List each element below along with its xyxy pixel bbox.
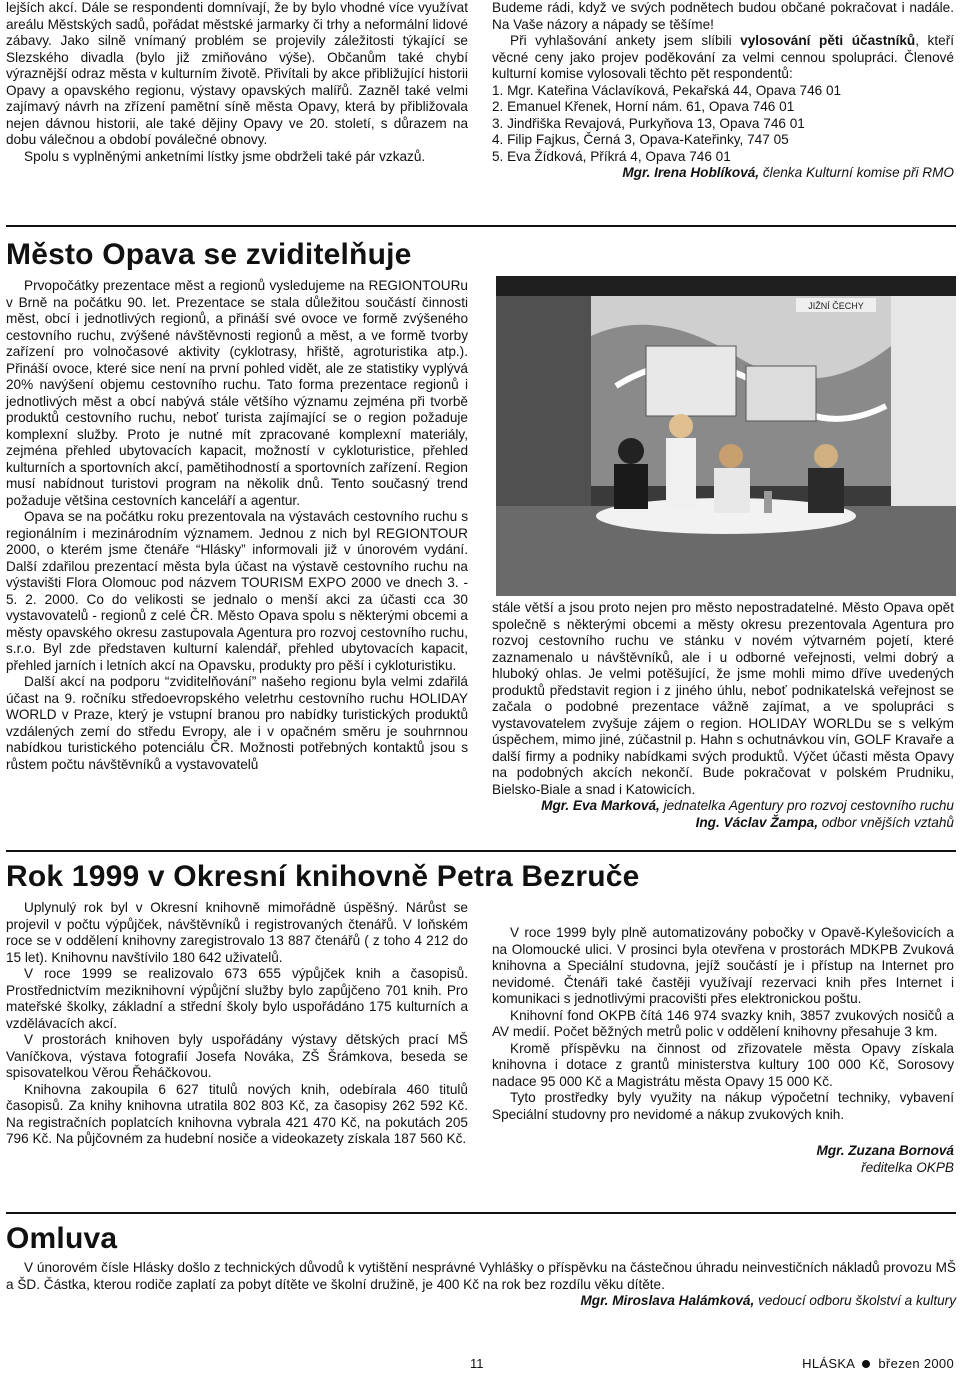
paragraph: Knihovna zakoupila 6 627 titulů nových knih, odebírala 460 titulů časopisů. Za knihy knihovna utratila 802 803 Kč, za časopisy 262 592 Kč. Na registračních poplatcích knihovna vybrala 421 470 Kč, na pokutách 205 796 Kč. Na půjčovném za hudební nosiče a videokazety získala 187 560 Kč. — [6, 1081, 468, 1146]
article-title: Město Opava se zviditelňuje — [6, 238, 412, 271]
paragraph: Prvopočátky prezentace měst a regionů vysledujeme na REGIONTOURu v Brně na počátku 90. let. Prezentace se stala důležitou součástí činnosti měst, obcí i jednotlivých regionů, a přináší své ovoce ve formě zvýšeného cestovního ruchu, zvýšené návštěvnosti regionů a měst, a ve formě tvorby zařízení pro volnočasové aktivity (cyklotrasy, hřiště, agroturistika atp.). Přináší ovoce, které sice není na první pohled vidět, ale ze statistiky vyplývá 20% navýšení objemu cestovního ruchu. Tato forma prezentace regionů i jednotlivých měst a obcí nabývá stále většího významu zejména při tvorbě produktů cestovního ruchu, neboť turista zajímající se o region požaduje komplexní služby. Proto je nutné mít zpracované komplexní materiály, zejména přehled ubytovacích kapacit, možností v cykloturistice, přehled kulturních a sportovních akcí, pamětihodností a sportovních zařízení. Region musí nabídnout turistovi program na několik dnů. Tento současný trend požaduje většina cestovních kanceláří a agentur. — [6, 278, 468, 508]
paragraph: Tyto prostředky byly využity na nákup výpočetní techniky, vybavení Speciální studovny pro nevidomé a nákup zvukových knih. — [492, 1090, 954, 1122]
list-item: 3. Jindřiška Revajová, Purkyňova 13, Opava 746 01 — [492, 115, 805, 131]
paragraph: stále větší a jsou proto nejen pro město nepostradatelné. Město Opava opět společně s některými obcemi a městy okresu prezentovala Agentura pro rozvoj cestovního ruchu ve stánku v novém výtvarném pojetí, které zaznamenalo u návštěvníků, ale i u odborné veřejnosti, velmi dobrý a hluboký ohlas. Je velmi potěšující, že jsme mohli mimo dříve uvedených produktů představit region i z jiného úhlu, neboť podnikatelská veřejnost se začala o podobné prezentace vážně zajímat, a ve spolupráci s vystavovatelem zvyšuje zájem o region. HOLIDAY WORLDu se s velkým úspěchem, mimo jiné, zúčastnil p. Hahn s ochutnávkou vín, GOLF Kravaře a další firmy a podniky nabídkami svých produktů. Výčet účasti města Opavy na podobných akcích nekončí. Bude pokračovat v polském Prudniku, Bielsko-Biale a snad i Katowicích. — [492, 600, 954, 797]
article-title: Rok 1999 v Okresní knihovně Petra Bezruče — [6, 860, 640, 893]
signature: Ing. Václav Žampa, odbor vnějších vztahů — [695, 814, 954, 830]
paragraph: Uplynulý rok byl v Okresní knihovně mimořádně úspěšný. Nárůst se projevil v počtu výpůjček, návštěvníků i registrovaných čtenářů. V loňském roce se v oddělení knihovny zaregistrovalo 13 887 čtenářů ( z toho 4 212 do 15 let). Knihovnu navštívilo 180 642 uživatelů. — [6, 900, 468, 965]
photo-illustration — [496, 276, 956, 596]
section-rule — [6, 225, 956, 227]
publication-name: HLÁSKA — [802, 1356, 855, 1371]
bullet-icon — [862, 1360, 870, 1368]
list-item: 1. Mgr. Kateřina Václavíková, Pekařská 44, Opava 746 01 — [492, 82, 842, 98]
paragraph: lejších akcí. Dále se respondenti domnívají, že by bylo vhodné více využívat areálu Městských sadů, pořádat městské jarmarky či trhy a neformální lidové zábavy. Jako silně vnímaný problém se projevily záležitosti týkající se Slezského divadla (bylo již zmiňováno výše). Občanům také chybí výraznější odraz města v kulturním životě. Přivítali by akce přibližující historii Opavy a opavského regionu, výstavy opavských malířů. Zazněl také velmi zajímavý návrh na zřízení pamětní síně města Opavy, která by přibližovala nejen dávnou historii, ale také dějiny Opavy ve 20. století, s důrazem na dobu válečnou a období poválečné obnovy. — [6, 0, 468, 147]
paragraph: V roce 1999 byly plně automatizovány pobočky v Opavě-Kylešovicích a na Olomoucké ulici. V prosinci byla otevřena v prostorách MDKPB Zvuková knihovna a Speciální studovna, jejíž součástí je i přístup na Internet pro nevidomé. Čtenáři také častěji využívají rezervaci knih přes Internet i komunikaci s jednotlivými pracovišti přes elektronickou poštu. — [492, 925, 954, 1006]
article-title: Omluva — [6, 1222, 118, 1255]
signature: Mgr. Eva Marková, jednatelka Agentury pro rozvoj cestovního ruchu — [541, 798, 954, 813]
paragraph: V prostorách knihoven byly uspořádány výstavy dětských prací MŠ Vaníčkova, výstava fotografií Josefa Nováka, ZŠ Šrámkova, beseda se spisovatelkou Věrou Řeháčkovou. — [6, 1032, 468, 1080]
bold-phrase: vylosování pěti účastníků — [740, 33, 916, 48]
paragraph: Další akcí na podporu “zviditelňování” našeho regionu byla velmi zdařilá účast na 9. ročníku středoevropského veletrhu cestovního ruchu HOLIDAY WORLD v Praze, který je vstupní branou pro nabídky turistických produktů vzdálených zemí do středu Evropy, ale i v opačném směru je souhrnnou nabídkou turistického potenciálu ČR. Možnosti potřebných kontaktů jsou s růstem počtu návštěvníků a vystavovatelů — [6, 674, 468, 772]
signature-name: Mgr. Zuzana Bornová — [816, 1143, 954, 1158]
paragraph: Při vyhlašování ankety jsem slíbili vylosování pěti účastníků, kteří věcné ceny jako projev poděkování za velmi cennou spolupráci. Členové kulturní komise vylosovali těchto pět respondentů: — [492, 33, 954, 81]
article2-right-column — [492, 925, 954, 1176]
stand-sign: JIŽNÍ ČECHY — [808, 301, 864, 311]
paragraph: Knihovní fond OKPB čítá 146 974 svazky knih, 3857 zvukových nosičů a AV medií. Počet běžných metrů polic v oddělení knihovny přesahuje 3 km. — [492, 1007, 954, 1039]
winner-list — [492, 83, 954, 166]
article1-left-column — [6, 278, 468, 773]
list-item: 2. Emanuel Křenek, Horní nám. 61, Opava 746 01 — [492, 99, 795, 114]
publication-footer — [802, 1356, 954, 1371]
paragraph: V únorovém čísle Hlásky došlo z technických důvodů k vytištění nesprávné Vyhlášky o příspěvku na částečnou úhradu neinvestičních nákladů provozu MŠ a ŠD. Částka, kterou rodiče zaplatí za pobyt dítěte ve školní družině, je 400 Kč na rok bez rozdílu věku dítěte. — [6, 1260, 956, 1292]
signature-role: ředitelka OKPB — [861, 1159, 954, 1175]
paragraph: V roce 1999 se realizovalo 673 655 výpůjček knih a časopisů. Prostřednictvím meziknihovní výpůjční služby bylo zapůjčeno 701 knih. Pro mateřské školky, základní a střední školy bylo uspořádáno 175 kulturních a vzdělávacích akcí. — [6, 966, 468, 1031]
list-item: 4. Filip Fajkus, Černá 3, Opava-Kateřinky, 747 05 — [492, 132, 789, 147]
section-rule — [6, 1212, 956, 1214]
paragraph: Budeme rádi, když ve svých podnětech budou občané pokračovat i nadále. Na Vaše názory a nápady se těšíme! — [492, 0, 954, 32]
paragraph: Kromě příspěvku na činnost od zřizovatele města Opavy získala knihovna i dotace z grantů ministerstva kultury 100 000 Kč, Sorosovy nadace 95 000 Kč a Magistrátu města Opavy 15 000 Kč. — [492, 1040, 954, 1089]
article2-left-column — [6, 900, 468, 1148]
signature: Mgr. Miroslava Halámková, vedoucí odboru školství a kultury — [580, 1293, 956, 1308]
article1-right-column — [492, 600, 954, 831]
top-right-column — [492, 0, 954, 182]
page-number: 11 — [470, 1356, 484, 1371]
issue-date: březen 2000 — [878, 1356, 954, 1371]
article3-body — [6, 1260, 956, 1310]
paragraph: Opava se na počátku roku prezentovala na výstavách cestovního ruchu s regionálním i mezinárodním významem. Jednou z nich byl REGIONTOUR 2000, o kterém jsme čtenáře “Hlásky” informovali již v únorovém vydání. Další zdařilou prezentací města byla účast na výstavě cestovního ruchu na výstavišti Flora Olomouc pod názvem TOURISM EXPO 2000 ve dnech 3. - 5. 2. 2000. Co do velikosti se jednalo o menší akci za účasti cca 30 vystavovatelů - regionů z celé ČR. Město Opava spolu s některými obcemi a městy opavského okresu zastupovala Agentura pro rozvoj cestovního ruchu, s.r.o. Byl zde představen kulturní kalendář, přehled ubytovacích kapacit, přehled jarních i letních akcí na Opavsku, produkty pro pěší i cykloturistiku. — [6, 509, 468, 673]
signature: Mgr. Irena Hoblíková, členka Kulturní komise při RMO — [622, 165, 954, 180]
paragraph: Spolu s vyplněnými anketními lístky jsme obdrželi také pár vzkazů. — [24, 148, 426, 164]
list-item: 5. Eva Žídková, Příkrá 4, Opava 746 01 — [492, 148, 731, 164]
section-rule — [6, 850, 956, 852]
top-left-column — [6, 0, 468, 165]
expo-stand-photo — [496, 276, 956, 596]
